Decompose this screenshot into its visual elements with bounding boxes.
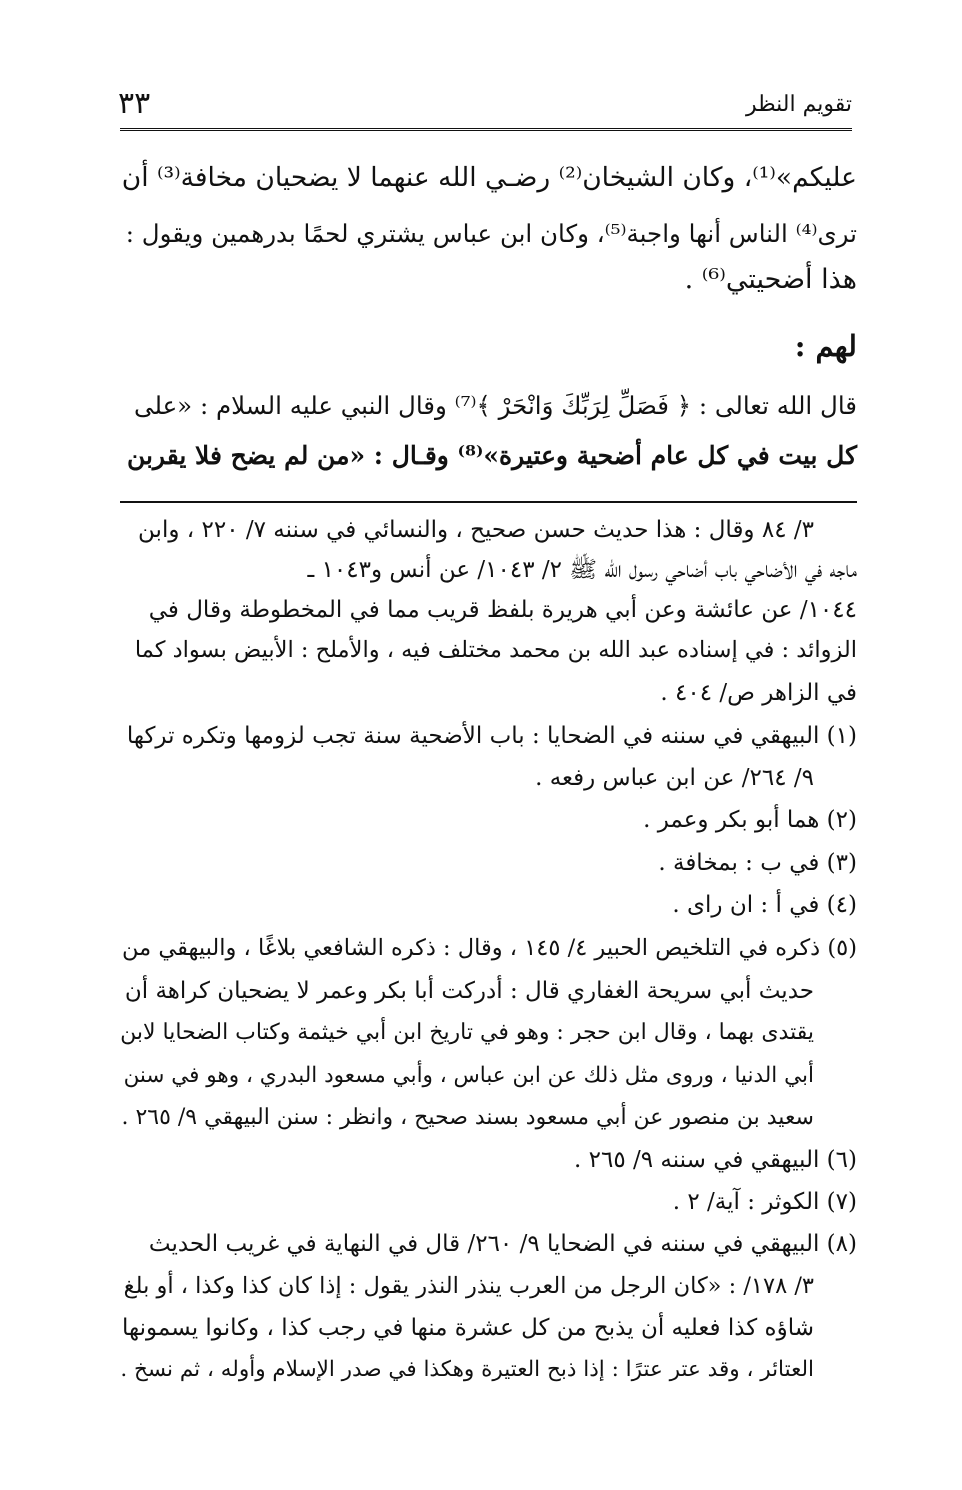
footnote-2: (٢) هما أبو بكر وعمر . xyxy=(643,807,857,833)
footnote-line: الزوائد : في إسناده عبد الله بن محمد مختلف فيه ، والأملح : الأبيض بسواد كما xyxy=(134,637,857,663)
body-line-3: هذا أضحيتي⁽⁶⁾ . xyxy=(684,264,857,295)
footnote-8-cont: شاؤه كذا فعليه أن يذبح من كل عشرة منها في رجب كذا ، وكانوا يسمونها xyxy=(122,1315,814,1341)
footnote-line: ماجه في الأضاحي باب أضاحي رسول الله ﷺ ٢/ ١٠٤٣/ عن أنس و١٠٤٣ ـ xyxy=(307,557,857,583)
footnote-7: (٧) الكوثر : آية/ ٢ . xyxy=(672,1189,857,1215)
footnote-8-cont: العتائر ، وقد عتر عترًا : إذا ذبح العتيرة وهكذا في صدر الإسلام وأوله ، ثم نسخ . xyxy=(120,1357,814,1382)
footnote-6: (٦) البيهقي في سننه ٩/ ٢٦٥ . xyxy=(573,1147,857,1173)
footnote-8-cont: ٣/ ١٧٨/ : «كان الرجل من العرب ينذر النذر يقول : إذا كان كذا وكذا ، أو بلغ xyxy=(123,1273,814,1299)
footnote-separator xyxy=(120,501,857,503)
footnote-5-cont: يقتدى بهما ، وقال ابن حجر : وهو في تاريخ ابن أبي خيثمة وكتاب الضحايا لابن xyxy=(120,1020,814,1045)
body-line-1: عليكم»⁽¹⁾، وكان الشيخان⁽²⁾ رضـي الله عنهما لا يضحيان مخافة⁽³⁾ أن xyxy=(121,162,857,193)
running-header-title: تقويم النظر xyxy=(745,92,852,117)
footnote-5: (٥) ذكره في التلخيص الحبير ٤/ ١٤٥ ، وقال : ذكره الشافعي بلاغًا ، والبيهقي من xyxy=(122,935,857,961)
footnote-8: (٨) البيهقي في سننه في الضحايا ٩/ ٢٦٠/ قال في النهاية في غريب الحديث xyxy=(148,1231,857,1257)
header-rule xyxy=(120,128,852,131)
body-line-4: قال الله تعالى : ﴿ فَصَلِّ لِرَبِّكَ وَانْحَرْ ﴾⁽⁷⁾ وقال النبي عليه السلام : «على xyxy=(134,391,857,420)
footnote-1-cont: ٩/ ٢٦٤/ عن ابن عباس رفعه . xyxy=(535,765,814,791)
footnote-5-cont: حديث أبي سريحة الغفاري قال : أدركت أبا بكر وعمر لا يضحيان كراهة أن xyxy=(124,978,814,1004)
footnote-5-cont: أبي الدنيا ، وروى مثل ذلك عن ابن عباس ، وأبي مسعود البدري ، وهو في سنن xyxy=(123,1063,814,1088)
section-subheading: لهم : xyxy=(794,329,857,363)
footnote-4: (٤) في أ : ان راى . xyxy=(672,892,857,918)
footnote-1: (١) البيهقي في سننه في الضحايا : باب الأضحية سنة تجب لزومها وتكره تركها xyxy=(126,723,857,749)
footnote-5-cont: سعيد بن منصور عن أبي مسعود بسند صحيح ، وانظر : سنن البيهقي ٩/ ٢٦٥ . xyxy=(121,1105,814,1130)
body-line-5: كل بيت في كل عام أضحية وعتيرة»⁽⁸⁾ وقـال : «من لم يضح فلا يقربن xyxy=(126,441,857,470)
footnote-line: ١٠٤٤/ عن عائشة وعن أبي هريرة بلفظ قريب مما في المخطوطة وقال في xyxy=(148,597,857,623)
page-number: ٣٣ xyxy=(118,86,151,121)
body-line-2: ترى⁽⁴⁾ الناس أنها واجبة⁽⁵⁾، وكان ابن عباس يشتري لحمًا بدرهمين ويقول : xyxy=(125,219,857,248)
footnote-line: ٣/ ٨٤ وقال : هذا حديث حسن صحيح ، والنسائي في سننه ٧/ ٢٢٠ ، وابن xyxy=(138,517,814,543)
footnote-line: في الزاهر ص/ ٤٠٤ . xyxy=(660,680,857,706)
footnote-3: (٣) في ب : بمخافة . xyxy=(658,850,857,876)
